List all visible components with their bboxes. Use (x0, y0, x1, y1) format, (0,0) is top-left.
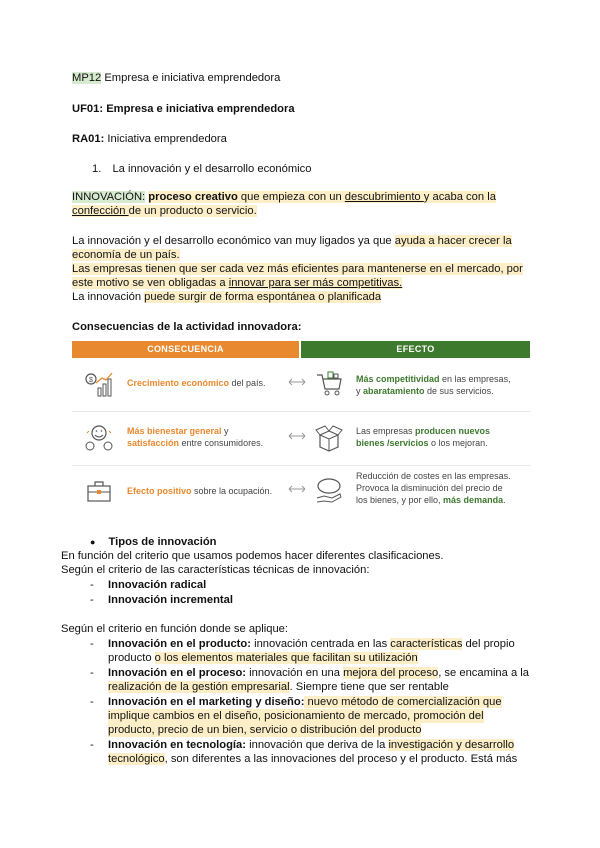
svg-text:$: $ (89, 377, 93, 384)
module-line (72, 71, 280, 85)
double-arrow-icon (286, 429, 308, 443)
header-efecto: EFECTO (301, 341, 530, 358)
infographic-row-1: $ Crecimiento económico del país. Más competitividad en las empresas, y abaratamiento de sus servicios. (72, 361, 530, 407)
ra-label: RA01: (72, 133, 105, 145)
bullet-icon: ● (90, 537, 96, 547)
definition-term: INNOVACIÓN: (72, 191, 146, 203)
uf-heading: UF01: Empresa e iniciativa emprendedora (72, 103, 295, 115)
section-heading: 1. La innovación y el desarrollo económico (92, 163, 312, 175)
types-heading: ● Tipos de innovación (90, 536, 217, 548)
briefcase-icon (84, 476, 114, 506)
module-title: Empresa e iniciativa emprendedora (101, 72, 281, 84)
paragraph-line-1: La innovación y el desarrollo económico van muy ligados ya que ayuda a hacer crecer la (72, 235, 512, 247)
types-intro-2: Según el criterio de las características técnicas de innovación: (61, 564, 370, 576)
header-consecuencia: CONSECUENCIA (72, 341, 299, 358)
paragraph-line-3: Las empresas tienen que ser cada vez más eficientes para mantenerse en el mercado, por (72, 263, 523, 275)
double-arrow-icon (286, 482, 308, 496)
open-box-icon (314, 423, 344, 453)
types-intro-1: En función del criterio que usamos podemos hacer diferentes clasificaciones. (61, 550, 444, 562)
paragraph-line-5: La innovación puede surgir de forma espontánea o planificada (72, 291, 382, 303)
ra-line (72, 132, 227, 146)
infographic-row-3: Efecto positivo sobre la ocupación. Reducción de costes en las empresas. Provoca la disminución del precio de los bienes, y por ello, más demanda. (72, 468, 530, 514)
hand-coin-icon (314, 476, 344, 506)
infographic-row-2: Más bienestar general y satisfacción entre consumidores. Las empresas producen nuevos bienes /servicios o los mejoran. (72, 415, 530, 461)
module-code: MP12 (72, 72, 102, 84)
paragraph-line-2: economía de un país. (72, 249, 180, 261)
paragraph-line-4: este motivo se ven obligadas a innovar para ser más competitivas. (72, 277, 403, 289)
types-intro-3: Según el criterio en función donde se aplique: (61, 623, 289, 635)
shopping-cart-icon (314, 369, 344, 399)
ra-text: Iniciativa emprendedora (104, 133, 227, 145)
double-arrow-icon (286, 375, 308, 389)
consequences-infographic (72, 341, 530, 514)
definition-line-1: INNOVACIÓN: proceso creativo que empieza con un descubrimiento y acaba con la (72, 191, 496, 203)
definition-line-2: confección de un producto o servicio. (72, 205, 257, 217)
smiley-faces-icon (84, 423, 114, 453)
consequences-title: Consecuencias de la actividad innovadora: (72, 321, 302, 333)
growth-chart-icon (84, 369, 114, 399)
